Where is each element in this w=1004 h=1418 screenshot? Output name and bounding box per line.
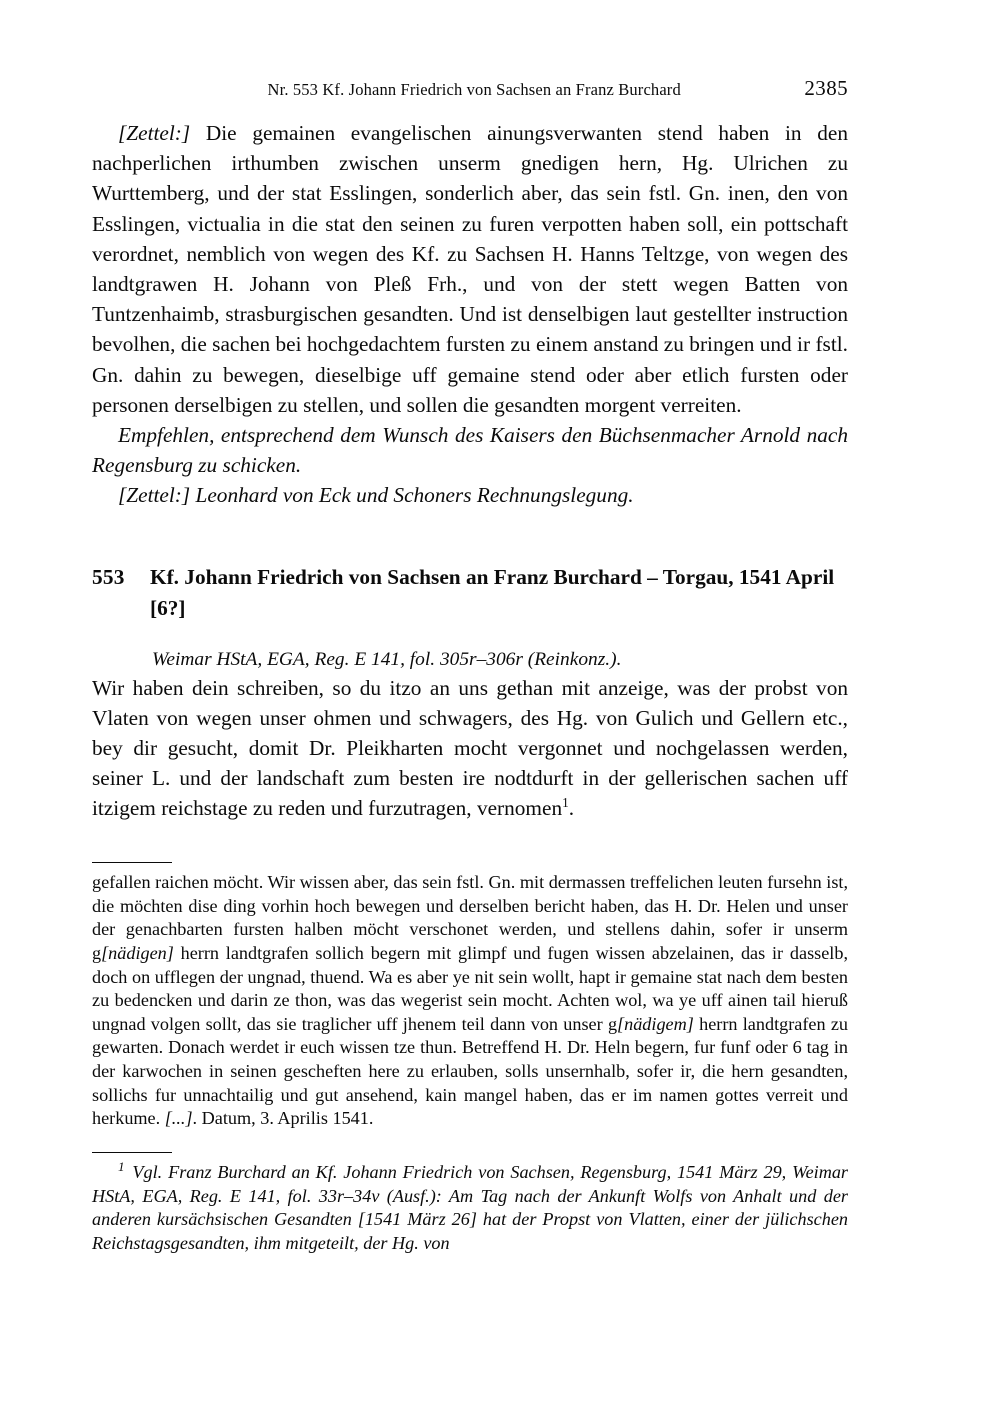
fn-cont-seg-1: gefallen raichen möcht. Wir wissen aber, das sein fstl. Gn. mit dermassen treffelichen leuten fursehn ist, die möchten dise ding vorhin hoch bewegen und derselben bericht haben, das H. Dr. Helen und unser der genachbarten fursten halben möcht verschonet werden, und stellens dahin, sofer ir unserm g — [92, 872, 848, 964]
section-body-text-tail: . — [568, 796, 575, 821]
footnote-separator-rule — [92, 862, 172, 863]
footnote-reference-1[interactable]: 1 — [562, 795, 569, 811]
text-column — [92, 118, 848, 824]
section-body-text: Wir haben dein schreiben, so du itzo an uns gethan mit anzeige, was der probst von Vlaten von wegen unser ohmen und schwagers, des Hg. von Gulich und Gellern etc., bey dir gesucht, domit Dr. Pleikharten mocht vergonnet und nochgelassen werden, seiner L. und der landschaft zum besten ire nodtdurft in der gellerischen sachen uff itzigem reichstage zu reden und furzutragen, vernomen — [92, 675, 848, 821]
page-number: 2385 — [804, 76, 848, 100]
fn-cont-ital-2: [nädigem] — [617, 1013, 694, 1034]
section-body-paragraph — [92, 673, 848, 824]
fn-cont-seg-4: . Datum, 3. Aprilis 1541. — [192, 1108, 374, 1129]
fn-cont-ital-3: [...] — [164, 1108, 193, 1129]
zettel-label: [Zettel:] — [118, 121, 191, 145]
zettel-text: Die gemainen evangelischen ainungsverwanten stend haben in den nachperlichen irthumben zwischen unserm gnedigen hern, Hg. Ulrichen zu Wurttemberg, und der stat Esslingen, sonderlich aber, das sein fstl. Gn. inen, den von Esslingen, victualia in die stat den seinen zu furen verpotten haben soll, ein pottschaft verordnet, nemblich von wegen des Kf. zu Sachsen H. Hanns Teltzge, von wegen des landtgrawen H. Johann von Pleß Frh., und von der stett wegen Batten von Tuntzenhaimb, strasburgischen gesandten. Und ist denselbigen laut gestellter instruction bevolhen, die sachen bei hochgedachtem fursten zu einem anstand zu bringen und ir fstl. Gn. dahin zu bewegen, dieselbige uff gemaine stend oder aber etlich fursten oder personen derselbigen zu stellen, und sollen die gesandten morgent verreiten. — [92, 121, 848, 417]
footnote-continuation-block — [92, 862, 848, 1131]
footnote-one-number[interactable]: 1 — [118, 1159, 125, 1175]
running-head — [92, 76, 848, 101]
section-source-reference: Weimar HStA, EGA, Reg. E 141, fol. 305r–306r (Reinkonz.). — [152, 648, 622, 670]
paragraph-empfehlen: Empfehlen, entsprechend dem Wunsch des Kaisers den Büchsenmacher Arnold nach Regensburg zu schicken. — [92, 423, 848, 478]
fn-cont-seg-3: herrn landtgrafen zu gewarten. Donach werdet ir euch wissen tze thun. Betreffend H. Dr. Heln begern, fur funf oder 6 tag in der karwochen in seinen gescheften here zu erlauben, solls unsernhalb, sofer ir, die hern gesandten, sollichs fur unnachtailig und gut ansehend, kain mangel haben, das er im namen gottes verreit und herkume. — [92, 1013, 849, 1129]
footnote-continuation-text — [92, 871, 848, 1131]
paragraph-zettel-1 — [92, 118, 848, 420]
section-heading — [92, 562, 848, 624]
fn-cont-seg-2: herrn landtgrafen sollich begern mit glimpf und fugen wissen abzelainen, das ir dasselb, doch on ufflegen der ungnad, thuend. Wa es aber ye nit sein wollt, hapt ir gemaine stat nach dem besten zu bedencken und darin ze thon, was das wegerist sein mocht. Achten wol, wa ye uff ainen tail hieruß ungnad volgen sollt, das sie traglicher uff jhenem teil dann von unser g — [92, 943, 848, 1034]
footnote-one-text — [92, 1161, 848, 1255]
footnote-one-block — [92, 1152, 848, 1256]
paragraph-zettel-2: [Zettel:] Leonhard von Eck und Schoners Rechnungslegung. — [118, 483, 634, 508]
footnote-one-body: Vgl. Franz Burchard an Kf. Johann Friedrich von Sachsen, Regensburg, 1541 März 29, Weimar HStA, EGA, Reg. E 141, fol. 33r–34v (Ausf.): Am Tag nach der Ankunft Wolfs von Anhalt und der anderen kursächsischen Gesandten [1541 März 26] hat der Propst von Vlatten, einer der jülichschen Reichstagsgesandten, ihm mitgeteilt, der Hg. von — [92, 1162, 849, 1254]
fn-cont-ital-1: [nädigen] — [101, 943, 174, 964]
running-head-title: Nr. 553 Kf. Johann Friedrich von Sachsen an Franz Burchard — [267, 80, 681, 99]
section-number: 553 — [92, 564, 125, 589]
section-title: Kf. Johann Friedrich von Sachsen an Franz Burchard – Torgau, 1541 April [6?] — [150, 564, 835, 620]
footnote-separator-rule-2 — [92, 1152, 172, 1153]
